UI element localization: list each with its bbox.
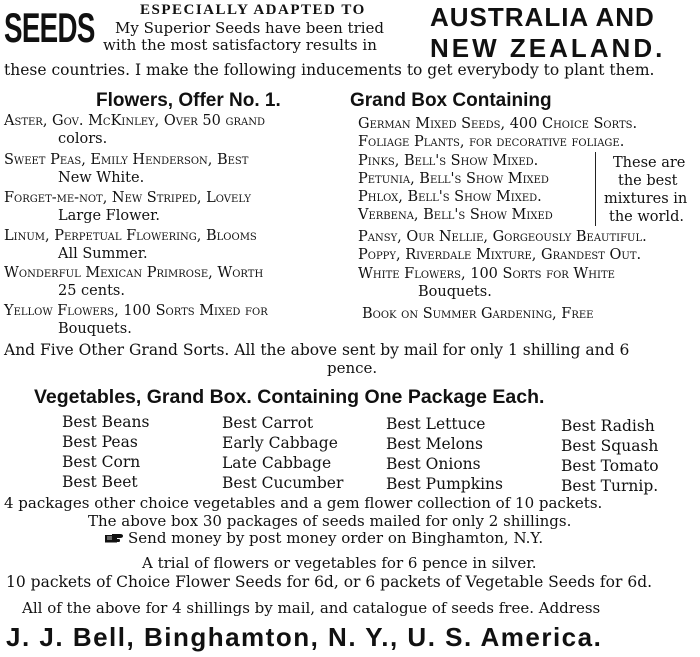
- grand-box-foliage: Foliage Plants, for decorative foliage.: [358, 134, 625, 150]
- grand-box-book: Book on Summer Gardening, Free: [362, 306, 594, 322]
- trial-line-2: 10 packets of Choice Flower Seeds for 6d, or 6 packets of Vegetable Seeds for 6d.: [6, 573, 653, 591]
- veg-item: Best Pumpkins: [386, 475, 503, 493]
- grand-box-pinks: Pinks, Bell's Show Mixed.: [358, 153, 539, 169]
- footer-address: J. J. Bell, Binghamton, N. Y., U. S. America.: [6, 622, 603, 652]
- other-sorts-line-2: pence.: [327, 359, 378, 377]
- grand-box-pansy: Pansy, Our Nellie, Gorgeously Beautiful.: [358, 229, 647, 245]
- flower-item-linum-2: All Summer.: [58, 246, 148, 262]
- veg-item: Best Squash: [561, 437, 659, 455]
- flower-item-linum: Linum, Perpetual Flowering, Blooms: [4, 228, 257, 244]
- header-line3: with the most satisfactory results in: [103, 36, 377, 54]
- veg-item: Best Carrot: [222, 414, 314, 432]
- veg-item: Best Cucumber: [222, 474, 344, 492]
- veg-item: Best Lettuce: [386, 415, 486, 433]
- mailed-line: The above box 30 packages of seeds mailed for only 2 shillings.: [88, 512, 572, 530]
- veg-item: Best Beet: [62, 473, 138, 491]
- veg-item: Best Tomato: [561, 457, 659, 475]
- australia-heading: AUSTRALIA AND: [430, 2, 655, 32]
- flower-item-primrose-2: 25 cents.: [58, 283, 125, 299]
- header-line2: My Superior Seeds have been tried: [115, 19, 385, 37]
- grand-box-petunia: Petunia, Bell's Show Mixed: [358, 171, 549, 187]
- flowers-offer-title: Flowers, Offer No. 1.: [96, 90, 281, 111]
- veg-item: Best Beans: [62, 413, 150, 431]
- veg-item: Best Corn: [62, 453, 141, 471]
- grand-box-title: Grand Box Containing: [350, 90, 552, 111]
- grand-box-poppy: Poppy, Riverdale Mixture, Grandest Out.: [358, 247, 642, 263]
- especially-adapted: ESPECIALLY ADAPTED TO: [140, 2, 366, 18]
- header-line4: these countries. I make the following inducements to get everybody to plant them.: [4, 61, 655, 79]
- grand-box-german: German Mixed Seeds, 400 Choice Sorts.: [358, 116, 638, 132]
- flower-item-sweet-peas: Sweet Peas, Emily Henderson, Best: [4, 152, 249, 168]
- new-zealand-heading: NEW ZEALAND.: [430, 33, 666, 63]
- grand-box-white-flowers-2: Bouquets.: [418, 284, 492, 300]
- bracket-divider: [595, 152, 596, 226]
- money-order-text: Send money by post money order on Binghamton, N.Y.: [128, 529, 544, 547]
- veg-item: Early Cabbage: [222, 434, 338, 452]
- veg-item: Late Cabbage: [222, 454, 332, 472]
- money-order-line: [104, 530, 543, 547]
- bracket-note-1: These are: [613, 155, 686, 171]
- grand-box-verbena: Verbena, Bell's Show Mixed: [358, 207, 553, 223]
- seeds-heading: SEEDS: [4, 4, 95, 51]
- bracket-note-4: the world.: [609, 209, 684, 225]
- veg-item: Best Onions: [386, 455, 481, 473]
- other-sorts-line: And Five Other Grand Sorts. All the above sent by mail for only 1 shilling and 6: [4, 341, 630, 359]
- bracket-note-2: the best: [618, 173, 678, 189]
- veg-item: Best Melons: [386, 435, 483, 453]
- veg-item: Best Peas: [62, 433, 138, 451]
- bracket-note-3: mixtures in: [604, 191, 688, 207]
- trial-line-1: A trial of flowers or vegetables for 6 pence in silver.: [142, 554, 537, 572]
- flower-item-forget-me-not: Forget-me-not, New Striped, Lovely: [4, 190, 251, 206]
- extra-packages-line: 4 packages other choice vegetables and a gem flower collection of 10 packets.: [4, 494, 603, 512]
- flower-item-yellow-2: Bouquets.: [58, 321, 132, 337]
- flower-item-aster: Aster, Gov. McKinley, Over 50 grand: [4, 113, 265, 129]
- flower-item-aster-2: colors.: [58, 131, 108, 147]
- flower-item-yellow: Yellow Flowers, 100 Sorts Mixed for: [4, 303, 268, 319]
- trial-line-3: All of the above for 4 shillings by mail, and catalogue of seeds free. Address: [22, 599, 601, 617]
- flower-item-forget-me-not-2: Large Flower.: [58, 208, 161, 224]
- pointing-hand-icon: [104, 532, 124, 544]
- veg-item: Best Radish: [561, 417, 655, 435]
- grand-box-phlox: Phlox, Bell's Show Mixed.: [358, 189, 542, 205]
- veg-item: Best Turnip.: [561, 477, 659, 495]
- grand-box-white-flowers: White Flowers, 100 Sorts for White: [358, 266, 615, 282]
- flower-item-primrose: Wonderful Mexican Primrose, Worth: [4, 265, 264, 281]
- vegetables-title: Vegetables, Grand Box. Containing One Package Each.: [34, 386, 545, 408]
- flower-item-sweet-peas-2: New White.: [58, 170, 145, 186]
